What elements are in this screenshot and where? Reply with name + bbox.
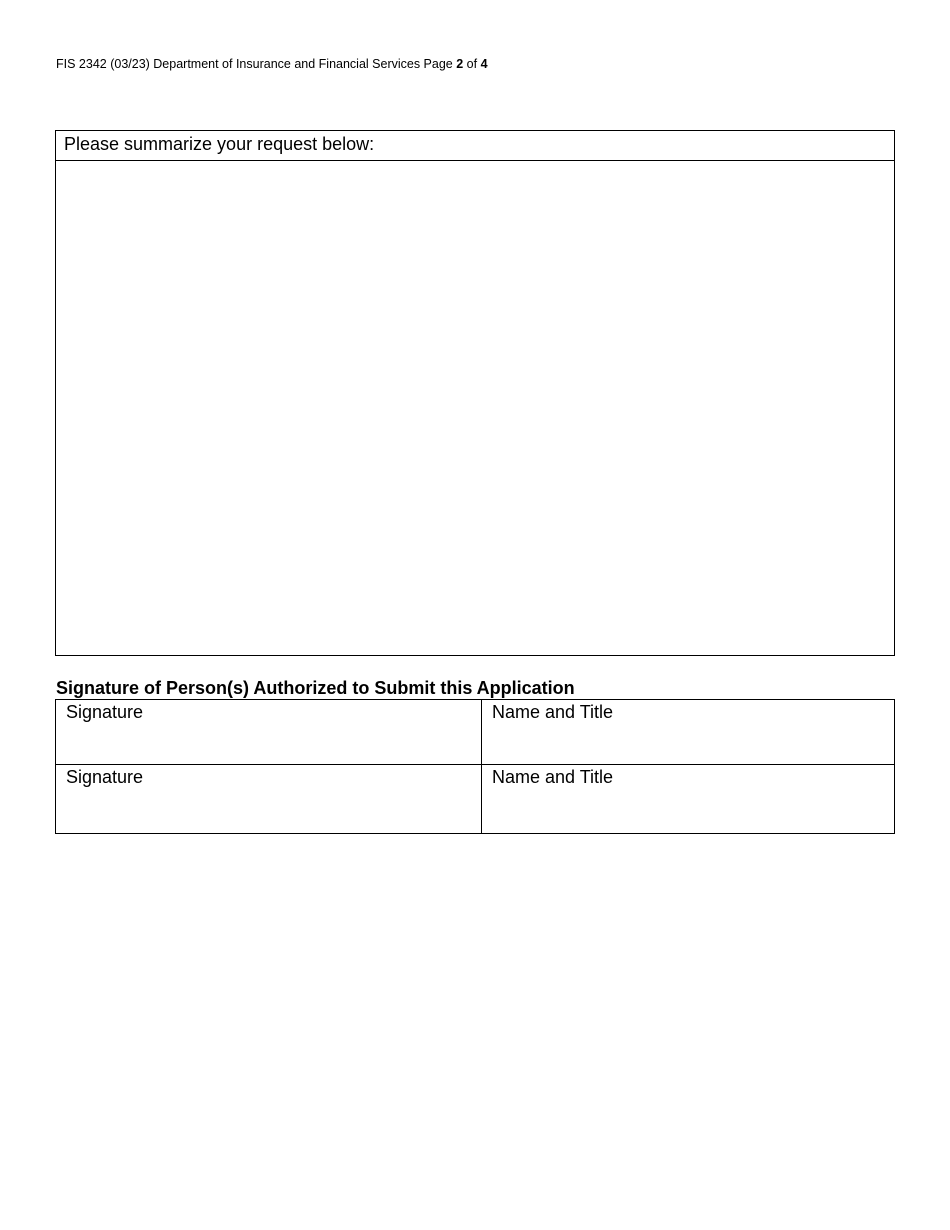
page-header [56, 57, 488, 71]
signature-field[interactable] [56, 765, 482, 834]
summary-box [55, 130, 895, 656]
summary-field[interactable] [56, 161, 894, 655]
page-total: 4 [480, 57, 488, 71]
name-title-field[interactable] [482, 700, 895, 765]
signature-table [55, 699, 895, 834]
form-id: FIS 2342 (03/23) Department of Insurance and Financial Services Page [56, 57, 457, 71]
summary-label: Please summarize your request below: [56, 131, 894, 161]
signature-field[interactable] [56, 700, 482, 765]
name-title-label: Name and Title [492, 767, 614, 787]
page-number: 2 [456, 57, 464, 71]
name-title-field[interactable] [482, 765, 895, 834]
signature-row [56, 700, 895, 765]
signature-label: Signature [66, 702, 144, 722]
name-title-label: Name and Title [492, 702, 614, 722]
signature-label: Signature [66, 767, 144, 787]
signature-row [56, 765, 895, 834]
of-text: of [463, 57, 481, 71]
signature-section-title: Signature of Person(s) Authorized to Submit this Application [56, 678, 575, 698]
